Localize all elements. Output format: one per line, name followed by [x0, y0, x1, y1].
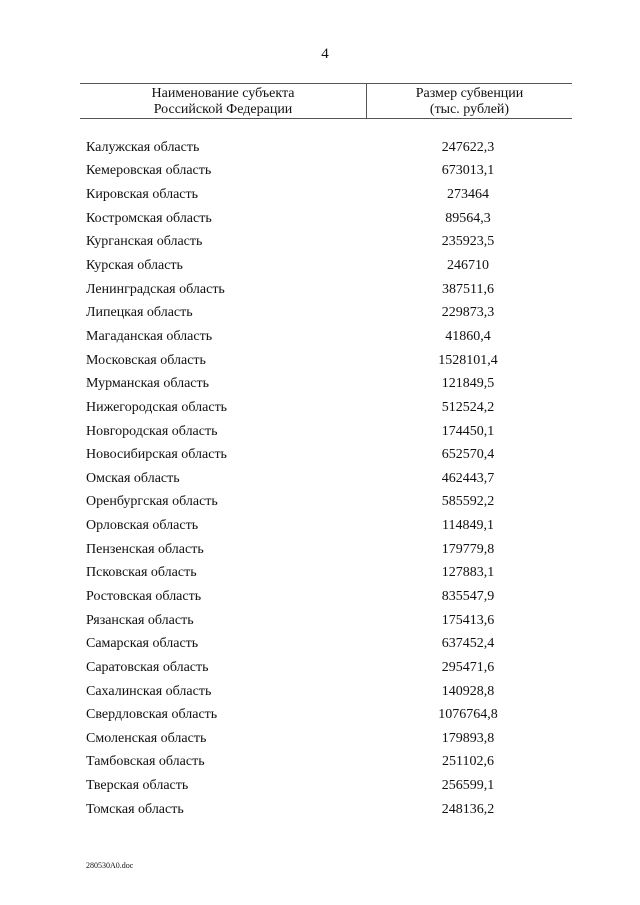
- subvention-amount: 585592,2: [441, 494, 495, 510]
- subvention-amount: 248136,2: [441, 801, 495, 817]
- subject-name: Псковская область: [86, 565, 197, 581]
- table-row: [86, 254, 572, 278]
- table-row: [86, 703, 572, 727]
- table-row: [86, 420, 572, 444]
- subvention-amount: 174450,1: [441, 423, 495, 439]
- subvention-amount: 235923,5: [441, 234, 495, 250]
- table-row: [86, 774, 572, 798]
- subject-name: Московская область: [86, 352, 206, 368]
- subvention-amount: 179779,8: [441, 541, 495, 557]
- subject-name: Самарская область: [86, 636, 199, 652]
- subvention-amount: 121849,5: [441, 376, 495, 392]
- subvention-amount: 273464: [447, 187, 489, 203]
- table-row: [86, 443, 572, 467]
- table-row: [86, 207, 572, 231]
- table-row: [86, 680, 572, 704]
- header-subject-line2: Российской Федерации: [153, 102, 293, 117]
- subject-name: Орловская область: [86, 518, 199, 534]
- subvention-amount: 1528101,4: [438, 352, 498, 368]
- subvention-amount: 256599,1: [441, 778, 495, 794]
- header-subject-line1: Наименование субъекта: [151, 86, 295, 101]
- subvention-amount: 512524,2: [441, 399, 495, 415]
- subject-name: Ленинградская область: [86, 281, 225, 297]
- subject-name: Рязанская область: [86, 612, 194, 628]
- subvention-amount: 295471,6: [441, 659, 495, 675]
- subject-name: Калужская область: [86, 139, 200, 155]
- table-row: [86, 231, 572, 255]
- subject-name: Новосибирская область: [86, 447, 227, 463]
- subject-name: Курская область: [86, 258, 183, 274]
- table-row: [86, 585, 572, 609]
- header-amount-line1: Размер субвенции: [415, 86, 524, 101]
- subject-name: Липецкая область: [86, 305, 193, 321]
- table-row: [86, 183, 572, 207]
- subvention-amount: 175413,6: [441, 612, 495, 628]
- subvention-amount: 114849,1: [442, 518, 494, 534]
- header-amount-line2: (тыс. рублей): [429, 102, 510, 117]
- subject-name: Мурманская область: [86, 376, 210, 392]
- subject-name: Саратовская область: [86, 659, 209, 675]
- subject-name: Тверская область: [86, 778, 189, 794]
- subject-name: Курганская область: [86, 234, 203, 250]
- table-row: [86, 136, 572, 160]
- subvention-amount: 41860,4: [445, 328, 491, 344]
- subvention-amount: 637452,4: [441, 636, 495, 652]
- subvention-amount: 246710: [447, 258, 489, 274]
- subject-name: Кировская область: [86, 187, 199, 203]
- table-row: [86, 491, 572, 515]
- subject-name: Свердловская область: [86, 707, 218, 723]
- table-row: [86, 372, 572, 396]
- subject-name: Магаданская область: [86, 328, 213, 344]
- subject-name: Новгородская область: [86, 423, 218, 439]
- table-row: [86, 562, 572, 586]
- table-row: [86, 160, 572, 184]
- table-row: [86, 727, 572, 751]
- subvention-amount: 89564,3: [445, 210, 491, 226]
- table-row: [86, 396, 572, 420]
- subject-name: Костромская область: [86, 210, 212, 226]
- subvention-amount: 127883,1: [441, 565, 495, 581]
- subject-name: Оренбургская область: [86, 494, 218, 510]
- header-subject: [80, 84, 367, 118]
- subject-name: Омская область: [86, 470, 180, 486]
- subject-name: Сахалинская область: [86, 683, 212, 699]
- table-body: [86, 136, 572, 822]
- table-row: [86, 514, 572, 538]
- table-row: [86, 609, 572, 633]
- subvention-amount: 229873,3: [441, 305, 495, 321]
- table-row: [86, 301, 572, 325]
- subject-name: Нижегородская область: [86, 399, 228, 415]
- table-row: [86, 798, 572, 822]
- subject-name: Кемеровская область: [86, 163, 212, 179]
- subvention-amount: 673013,1: [441, 163, 495, 179]
- subject-name: Смоленская область: [86, 730, 207, 746]
- subvention-amount: 251102,6: [442, 754, 494, 770]
- table-row: [86, 751, 572, 775]
- subvention-amount: 835547,9: [441, 588, 495, 604]
- table-header: [80, 83, 572, 119]
- subject-name: Томская область: [86, 801, 184, 817]
- page-number: 4: [321, 46, 329, 62]
- table-row: [86, 325, 572, 349]
- table-row: [86, 467, 572, 491]
- table-row: [86, 349, 572, 373]
- table-row: [86, 632, 572, 656]
- subject-name: Пензенская область: [86, 541, 204, 557]
- subvention-amount: 462443,7: [441, 470, 495, 486]
- subvention-amount: 140928,8: [441, 683, 495, 699]
- subvention-amount: 652570,4: [441, 447, 495, 463]
- subvention-amount: 247622,3: [441, 139, 495, 155]
- header-amount: [367, 84, 572, 118]
- subject-name: Тамбовская область: [86, 754, 205, 770]
- table-row: [86, 656, 572, 680]
- subvention-amount: 179893,8: [441, 730, 495, 746]
- subvention-amount: 387511,6: [442, 281, 494, 297]
- table-row: [86, 538, 572, 562]
- file-name-footer: 280530A0.doc: [86, 861, 134, 870]
- subvention-amount: 1076764,8: [438, 707, 498, 723]
- table-row: [86, 278, 572, 302]
- subject-name: Ростовская область: [86, 588, 202, 604]
